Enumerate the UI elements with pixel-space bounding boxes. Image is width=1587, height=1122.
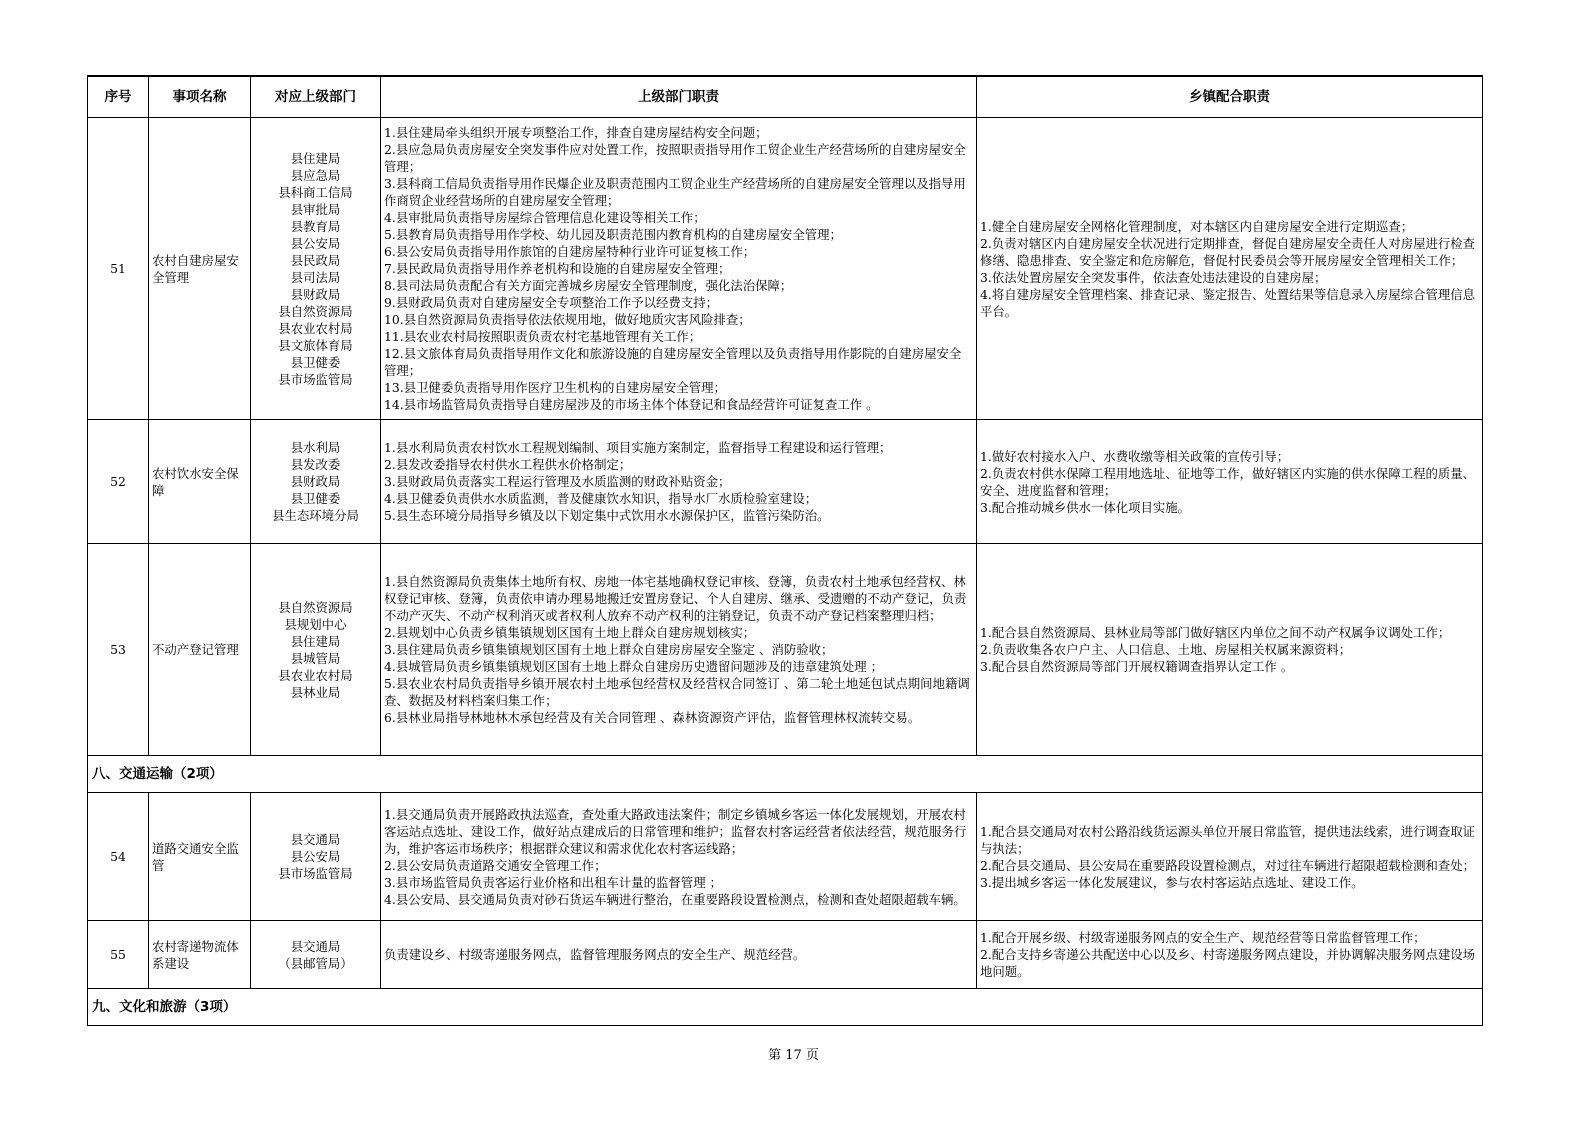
header-row xyxy=(88,76,1483,118)
row-no: 52 xyxy=(88,420,149,544)
row-town-duties: 1.配合县交通局对农村公路沿线货运源头单位开展日常监管，提供违法线索，进行调查取证与执法； 2.配合县交通局、县公安局在重要路段设置检测点，对过往车辆进行超限超载检测和查处； 3.提出城乡客运一体化发展建议，参与农村客运站点选址、建设工作。 xyxy=(977,793,1483,921)
row-upper-duties: 负责建设乡、村级寄递服务网点，监督管理服务网点的安全生产、规范经营。 xyxy=(381,921,977,989)
table-row xyxy=(88,544,1483,756)
row-upper-duties: 1.县水利局负责农村饮水工程规划编制、项目实施方案制定，监督指导工程建设和运行管理； 2.县发改委指导农村供水工程供水价格制定； 3.县财政局负责落实工程运行管理及水质监测的财政补贴资金； 4.县卫健委负责供水水质监测，普及健康饮水知识，指导水厂水质检验室建设； 5.县生态环境分局指导乡镇及以下划定集中式饮用水水源保护区，监管污染防治。 xyxy=(381,420,977,544)
duties-table xyxy=(87,75,1483,1026)
row-depts: 县住建局 县应急局 县科商工信局 县审批局 县教育局 县公安局 县民政局 县司法局 县财政局 县自然资源局 县农业农村局 县文旅体育局 县卫健委 县市场监管局 xyxy=(251,118,381,420)
row-no: 51 xyxy=(88,118,149,420)
table-row xyxy=(88,118,1483,420)
row-no: 55 xyxy=(88,921,149,989)
row-no: 54 xyxy=(88,793,149,921)
row-upper-duties: 1.县住建局牵头组织开展专项整治工作，排查自建房屋结构安全问题； 2.县应急局负责房屋安全突发事件应对处置工作，按照职责指导用作工贸企业生产经营场所的自建房屋安全管理； 3.县科商工信局负责指导用作民爆企业及职责范围内工贸企业生产经营场所的自建房屋安全管理以及指导用作商贸企业经营场所的自建房屋安全管理； 4.县审批局负责指导房屋综合管理信息化建设等相关工作； 5.县教育局负责指导用作学校、幼儿园及职责范围内教育机构的自建房屋安全管理； 6.县公安局负责指导用作旅馆的自建房屋特种行业许可证复核工作； 7.县民政局负责指导用作养老机构和设施的自建房屋安全管理； 8.县司法局负责配合有关方面完善城乡房屋安全管理制度，强化法治保障； 9.县财政局负责对自建房屋安全专项整治工作予以经费支持； 10.县自然资源局负责指导依法依规用地，做好地质灾害风险排查； 11.县农业农村局按照职责负责农村宅基地管理有关工作； 12.县文旅体育局负责指导用作文化和旅游设施的自建房屋安全管理以及负责指导用作影院的自建房屋安全管理； 13.县卫健委负责指导用作医疗卫生机构的自建房屋安全管理； 14.县市场监管局负责指导自建房屋涉及的市场主体个体登记和食品经营许可证复查工作 。 xyxy=(381,118,977,420)
header-upper-duties: 上级部门职责 xyxy=(381,76,977,118)
row-depts: 县交通局 县公安局 县市场监管局 xyxy=(251,793,381,921)
row-town-duties: 1.配合县自然资源局、县林业局等部门做好辖区内单位之间不动产权属争议调处工作； 2.负责收集各农户户主、人口信息、土地、房屋相关权属来源资料； 3.配合县自然资源局等部门开展权籍调查指界认定工作 。 xyxy=(977,544,1483,756)
row-no: 53 xyxy=(88,544,149,756)
row-name: 道路交通安全监管 xyxy=(149,793,251,921)
row-depts: 县水利局 县发改委 县财政局 县卫健委 县生态环境分局 xyxy=(251,420,381,544)
row-upper-duties: 1.县交通局负责开展路政执法巡查，查处重大路政违法案件；制定乡镇城乡客运一体化发展规划，开展农村客运站点选址、建设工作，做好站点建成后的日常管理和维护；监督农村客运经营者依法经营，规范服务行为，维护客运市场秩序；根据群众建议和需求优化农村客运线路； 2.县公安局负责道路交通安全管理工作； 3.县市场监管局负责客运行业价格和出租车计量的监督管理 ； 4.县公安局、县交通局负责对砂石货运车辆进行整治，在重要路段设置检测点，检测和查处超限超载车辆。 xyxy=(381,793,977,921)
row-upper-duties: 1.县自然资源局负责集体土地所有权、房地一体宅基地确权登记审核、登簿，负责农村土地承包经营权、林权登记审核、登簿，负责依申请办理易地搬迁安置房登记、个人自建房、继承、受遗赠的不动产登记，负责不动产灭失、不动产权利消灭或者权利人放弃不动产权利的注销登记，负责不动产登记档案整理归档； 2.县规划中心负责乡镇集镇规划区国有土地上群众自建房规划核实； 3.县住建局负责乡镇集镇规划区国有土地上群众自建房房屋安全鉴定 、消防验收； 4.县城管局负责乡镇集镇规划区国有土地上群众自建房历史遗留问题涉及的违章建筑处理 ； 5.县农业农村局负责指导乡镇开展农村土地承包经营权及经营权合同签订 、第二轮土地延包试点期间地籍调查、数据及材料档案归集工作； 6.县林业局指导林地林木承包经营及有关合同管理 、森林资源资产评估，监督管理林权流转交易。 xyxy=(381,544,977,756)
row-town-duties: 1.做好农村接水入户、水费收缴等相关政策的宣传引导； 2.负责农村供水保障工程用地选址、征地等工作，做好辖区内实施的供水保障工程的质量、安全、进度监督和管理； 3.配合推动城乡供水一体化项目实施。 xyxy=(977,420,1483,544)
section-row xyxy=(88,756,1483,793)
table-row xyxy=(88,420,1483,544)
row-name: 农村饮水安全保障 xyxy=(149,420,251,544)
row-name: 不动产登记管理 xyxy=(149,544,251,756)
row-depts: 县自然资源局 县规划中心 县住建局 县城管局 县农业农村局 县林业局 xyxy=(251,544,381,756)
table-row xyxy=(88,793,1483,921)
page-number: 第 17 页 xyxy=(768,1048,819,1063)
row-name: 农村寄递物流体系建设 xyxy=(149,921,251,989)
section-title-transport: 八、交通运输（2项） xyxy=(88,756,1483,793)
section-row xyxy=(88,989,1483,1026)
header-town-duties: 乡镇配合职责 xyxy=(977,76,1483,118)
section-title-culture: 九、文化和旅游（3项） xyxy=(88,989,1483,1026)
header-no: 序号 xyxy=(88,76,149,118)
header-name: 事项名称 xyxy=(149,76,251,118)
row-depts: 县交通局 （县邮管局） xyxy=(251,921,381,989)
table-row xyxy=(88,921,1483,989)
row-town-duties: 1.健全自建房屋安全网格化管理制度，对本辖区内自建房屋安全进行定期巡查； 2.负责对辖区内自建房屋安全状况进行定期排查，督促自建房屋安全责任人对房屋进行检查修缮、隐患排查、安全鉴定和危房解危，督促村民委员会等开展房屋安全管理相关工作； 3.依法处置房屋安全突发事件，依法查处违法建设的自建房屋； 4.将自建房屋安全管理档案、排查记录、鉴定报告、处置结果等信息录入房屋综合管理信息平台。 xyxy=(977,118,1483,420)
row-town-duties: 1.配合开展乡级、村级寄递服务网点的安全生产、规范经营等日常监督管理工作； 2.配合支持乡寄递公共配送中心以及乡、村寄递服务网点建设，并协调解决服务网点建设场地问题。 xyxy=(977,921,1483,989)
header-depts: 对应上级部门 xyxy=(251,76,381,118)
row-name: 农村自建房屋安全管理 xyxy=(149,118,251,420)
